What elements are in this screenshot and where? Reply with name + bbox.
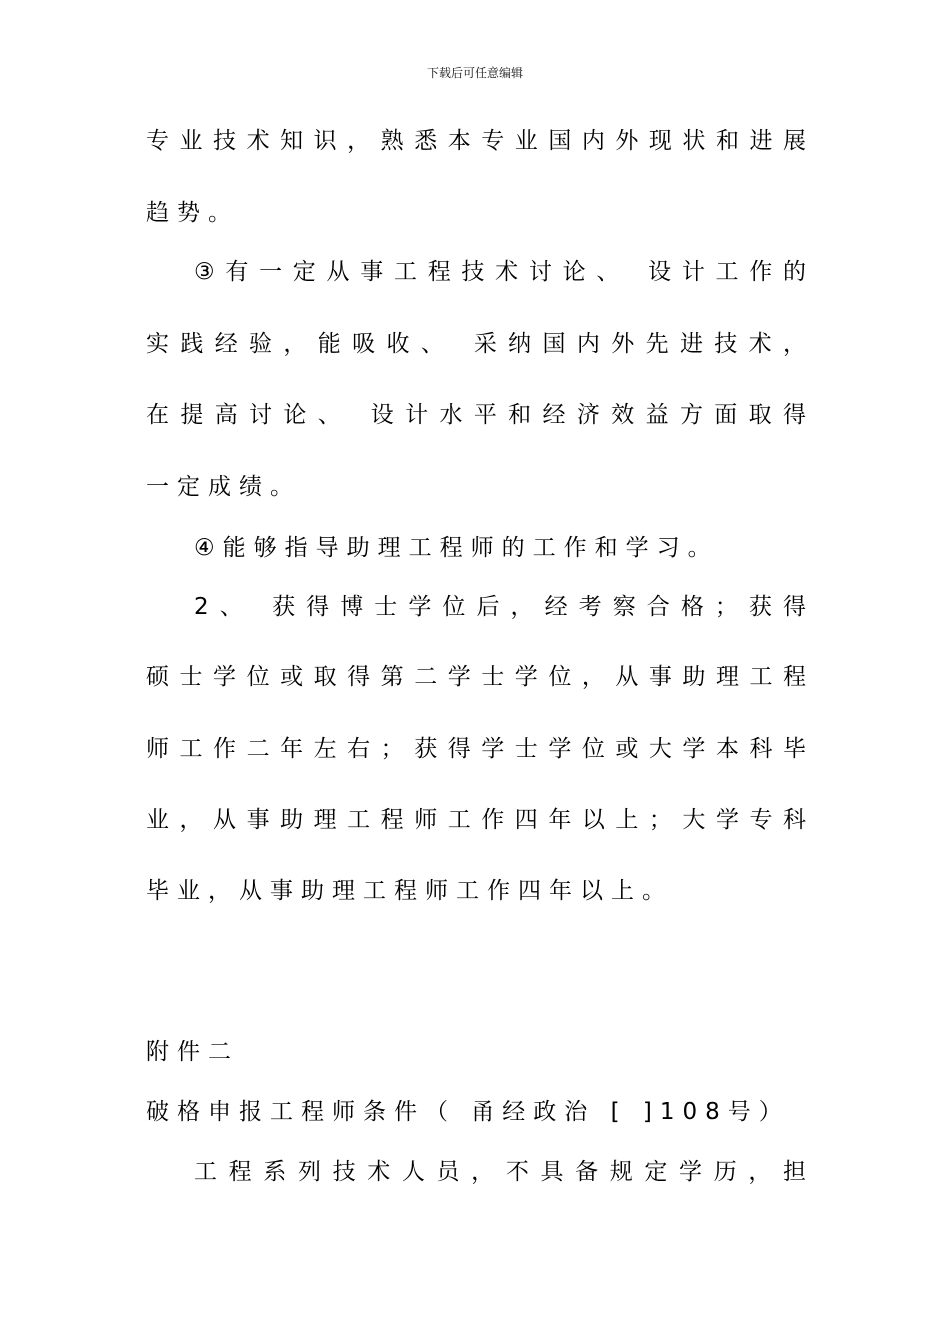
paragraph-line: 硕士学位或取得第二学士学位，从事助理工程 — [146, 664, 806, 690]
paragraph-line: 工程系列技术人员，不具备规定学历，担 — [194, 1159, 806, 1185]
paragraph-line: ④能够指导助理工程师的工作和学习。 — [194, 535, 719, 561]
paragraph-line: 一定成绩。 — [146, 474, 301, 500]
paragraph-line: 趋势。 — [146, 200, 239, 226]
paragraph-line: 师工作二年左右；获得学士学位或大学本科毕 — [146, 736, 806, 762]
paragraph-line: ③有一定从事工程技术讨论、 设计工作的 — [194, 259, 806, 285]
paragraph-line: 业，从事助理工程师工作四年以上；大学专科 — [146, 807, 806, 833]
paragraph-line: 毕业，从事助理工程师工作四年以上。 — [146, 878, 673, 904]
paragraph-line: 2、 获得博士学位后，经考察合格；获得 — [194, 594, 806, 620]
page-header: 下载后可任意编辑 — [426, 66, 523, 80]
paragraph-line: 在提高讨论、 设计水平和经济效益方面取得 — [146, 402, 806, 428]
paragraph-line: 专业技术知识，熟悉本专业国内外现状和进展 — [146, 128, 806, 154]
paragraph-line: 实践经验，能吸收、 采纳国内外先进技术， — [146, 331, 806, 357]
section-title: 破格申报工程师条件（ 甬经政治 [ ]108号） — [146, 1099, 790, 1125]
section-heading: 附件二 — [146, 1039, 239, 1065]
